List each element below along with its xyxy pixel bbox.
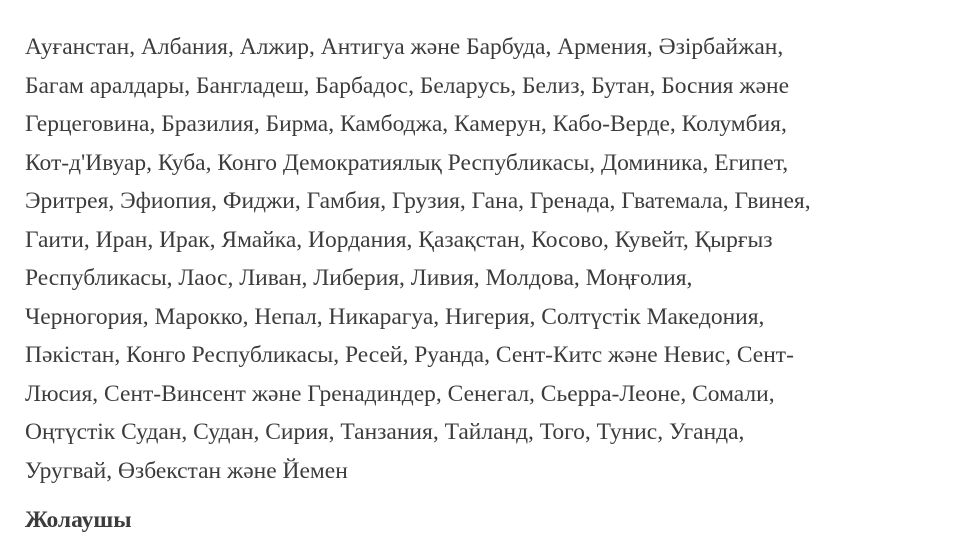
country-list-paragraph (25, 28, 955, 490)
paragraph-line: Оңтүстік Судан, Судан, Сирия, Танзания, Тайланд, Того, Тунис, Уганда, (25, 419, 745, 445)
next-heading-partial: Жолаушы (25, 507, 132, 533)
paragraph-line: Кот-д'Ивуар, Куба, Конго Демократиялық Республикасы, Доминика, Египет, (25, 149, 789, 176)
paragraph-line: Эритрея, Эфиопия, Фиджи, Гамбия, Грузия, Гана, Гренада, Гватемала, Гвинея, (25, 188, 811, 214)
paragraph-line: Багам аралдары, Бангладеш, Барбадос, Беларусь, Белиз, Бутан, Босния және (25, 72, 790, 99)
paragraph-line: Герцеговина, Бразилия, Бирма, Камбоджа, Камерун, Кабо-Верде, Колумбия, (25, 111, 787, 137)
paragraph-line: Гаити, Иран, Ирак, Ямайка, Иордания, Қазақстан, Косово, Кувейт, Қырғыз (25, 226, 773, 253)
paragraph-line: Пәкістан, Конго Республикасы, Ресей, Руанда, Сент-Китс және Невис, Сент- (25, 342, 794, 368)
paragraph-line: Черногория, Марокко, Непал, Никарагуа, Нигерия, Солтүстік Македония, (25, 303, 765, 330)
paragraph-line: Уругвай, Өзбекстан және Йемен (25, 457, 348, 484)
paragraph-line: Люсия, Сент-Винсент және Гренадиндер, Сенегал, Сьерра-Леоне, Сомали, (25, 380, 775, 407)
paragraph-line: Ауғанстан, Албания, Алжир, Антигуа және Барбуда, Армения, Әзірбайжан, (25, 34, 784, 60)
paragraph-line: Республикасы, Лаос, Ливан, Либерия, Ливия, Молдова, Моңғолия, (25, 265, 693, 291)
